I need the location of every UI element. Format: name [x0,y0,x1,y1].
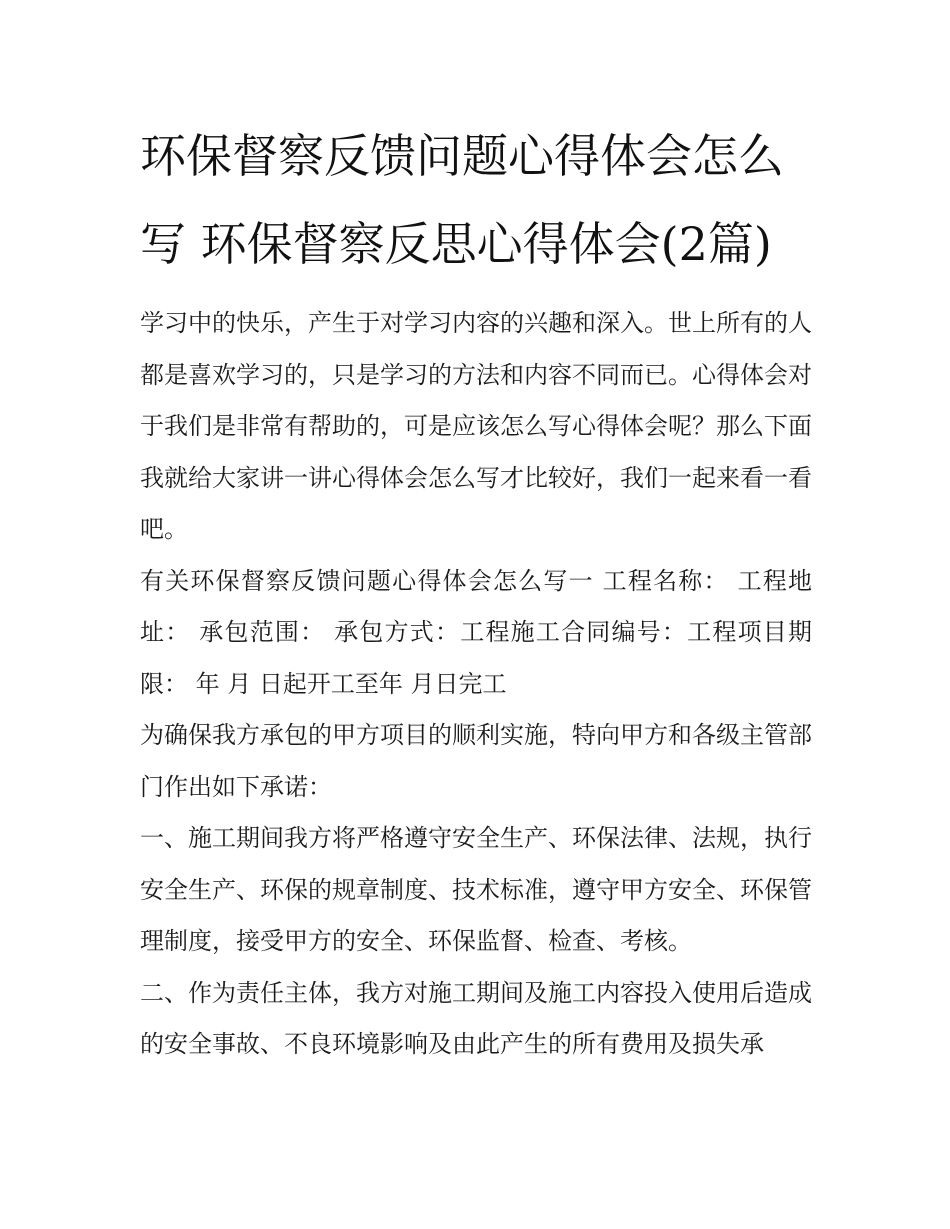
paragraph-commitment-two: 二、作为责任主体，我方对施工期间及施工内容投入使用后造成的安全事故、不良环境影响及由此产生的所有费用及损失承 [140,978,812,1058]
document-page [140,112,812,1071]
paragraph-project-info: 有关环保督察反馈问题心得体会怎么写一 工程名称： 工程地址： 承包范围： 承包方式：工程施工合同编号：工程项目期限： 年 月 日起开工至年 月日完工 [140,566,812,698]
paragraph-commitment-one: 一、施工期间我方将严格遵守安全生产、环保法律、法规，执行安全生产、环保的规章制度、技术标准，遵守甲方安全、环保管理制度，接受甲方的安全、环保监督、检查、考核。 [140,824,812,955]
paragraph-commitment-intro: 为确保我方承包的甲方项目的顺利实施，特向甲方和各级主管部门作出如下承诺： [140,721,812,801]
document-title: 环保督察反馈问题心得体会怎么写 环保督察反思心得体会(2篇) [140,129,784,271]
paragraph-intro: 学习中的快乐，产生于对学习内容的兴趣和深入。世上所有的人都是喜欢学习的，只是学习的方法和内容不同而已。心得体会对于我们是非常有帮助的，可是应该怎么写心得体会呢？那么下面我就给大家讲一讲心得体会怎么写才比较好，我们一起来看一看吧。 [140,309,812,543]
